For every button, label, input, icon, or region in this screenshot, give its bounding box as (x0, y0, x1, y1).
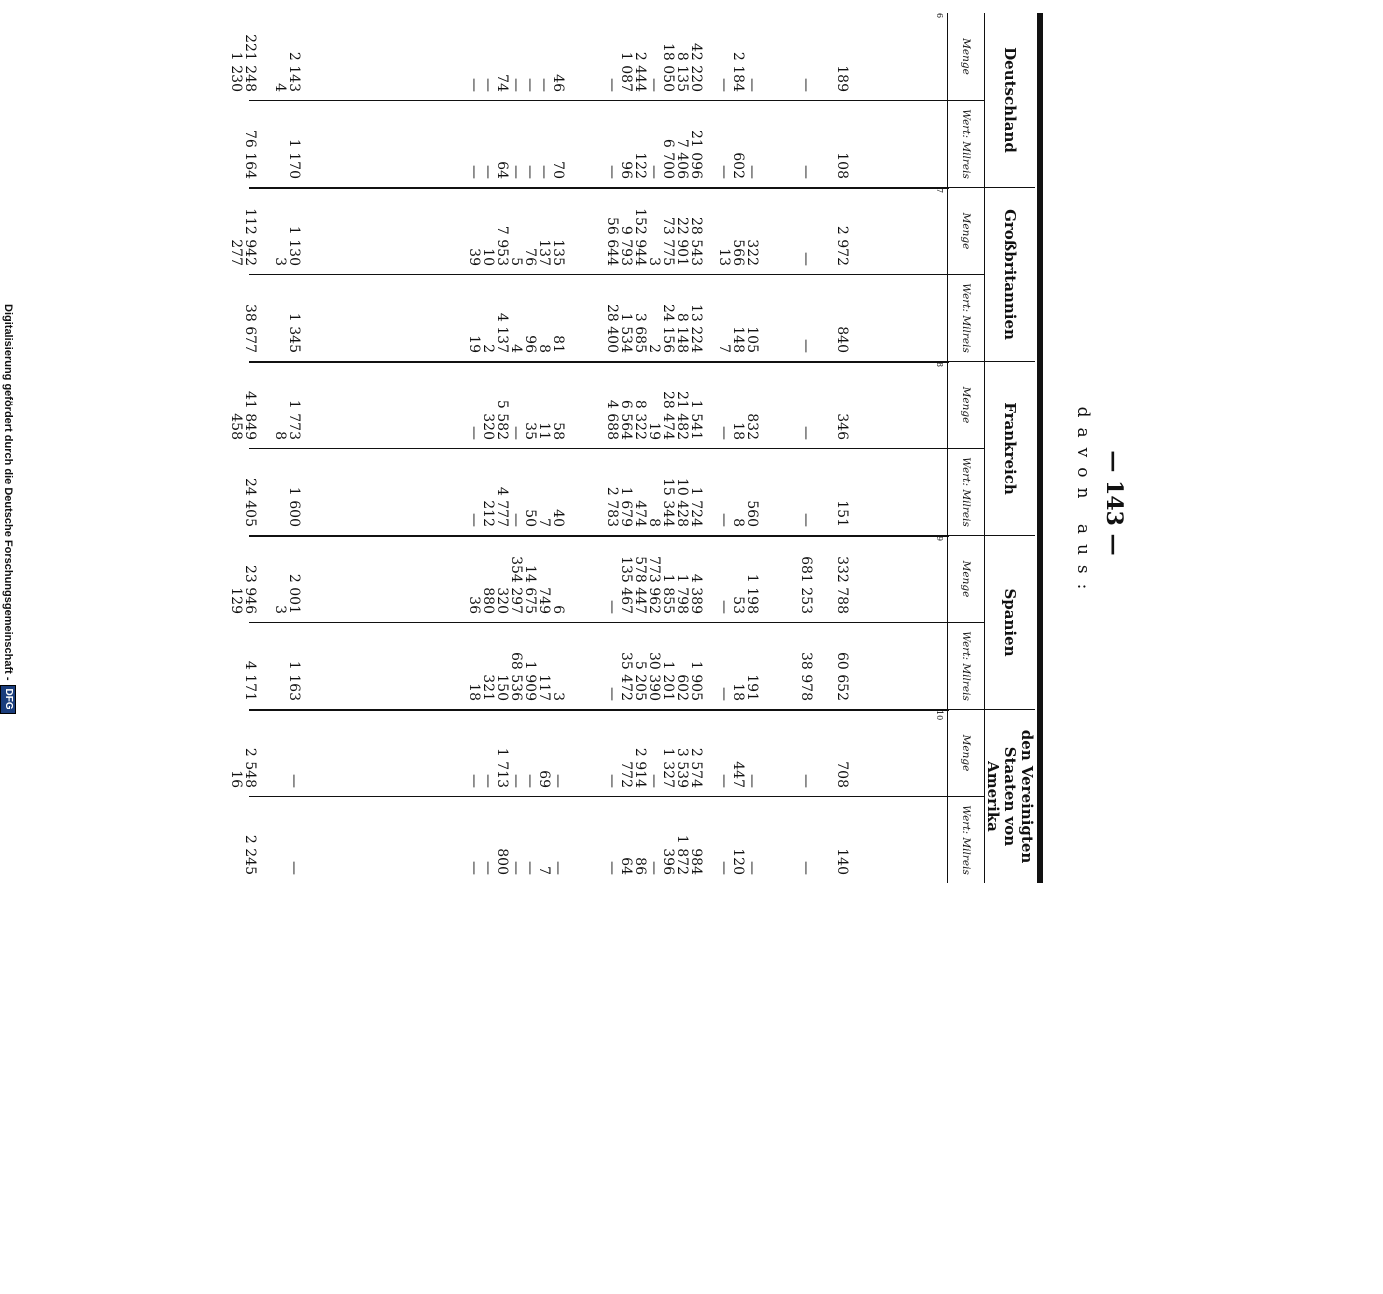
table-cell: 74 (494, 74, 510, 92)
table-cell: 354 297 (508, 556, 524, 614)
table-cell: — (508, 426, 524, 440)
table-row (661, 13, 675, 883)
table-cell: 8 (536, 344, 552, 353)
table-cell: 22 901 (674, 217, 690, 266)
digitization-text: Digitalisierung gefördert durch die Deutsche Forschungsgemeinschaft - (2, 304, 14, 681)
table-cell: 11 (536, 422, 552, 440)
table-cell: — (508, 78, 524, 92)
table-cell: 15 344 (660, 478, 676, 527)
table-cell: 4 (272, 83, 288, 92)
table-cell: — (550, 774, 566, 788)
table-cell: 1 724 (688, 486, 704, 527)
table-cell: — (798, 78, 814, 92)
table-cell (273, 709, 287, 796)
table-row (605, 13, 619, 883)
table-cell: — (286, 861, 302, 875)
table-cell (229, 796, 243, 883)
sub-header: Menge 6 (935, 13, 972, 75)
table-cell: 148 (730, 326, 746, 353)
table-cell (229, 622, 243, 709)
country-header: Deutschland (1001, 47, 1020, 153)
table-cell: — (466, 774, 482, 788)
table-cell: 38 978 (798, 652, 814, 701)
table-cell: 8 (646, 518, 662, 527)
table-cell: 8 (272, 431, 288, 440)
table-cell: 151 (834, 500, 850, 527)
table-cell: 36 (466, 596, 482, 614)
table-cell: 7 (536, 518, 552, 527)
table-cell: 1 541 (688, 399, 704, 440)
sub-header: Menge 8 (948, 361, 984, 448)
table-cell: 320 (494, 587, 510, 614)
table-row (467, 13, 481, 883)
davon-heading: davon aus: (1073, 406, 1093, 600)
table-cell: 2 783 (604, 486, 620, 527)
sub-header: Wert: Milreis (948, 622, 984, 709)
table-cell: 53 (730, 596, 746, 614)
table-cell: 152 944 (632, 208, 648, 266)
table-cell: — (716, 687, 732, 701)
table-cell: — (466, 861, 482, 875)
table-cell: — (744, 165, 760, 179)
table-cell: 1 600 (286, 486, 302, 527)
table-cell: — (646, 861, 662, 875)
table-cell: 81 (550, 335, 566, 353)
digitization-note (0, 304, 19, 1294)
table-cell: 50 (522, 509, 538, 527)
table-row (799, 13, 813, 883)
table-cell: — (798, 513, 814, 527)
rotated-page (228, 3, 1139, 1003)
table-cell: 189 (834, 65, 850, 92)
table-cell: 117 (536, 674, 552, 701)
top-rule (1037, 13, 1043, 883)
table-cell: 135 467 (618, 556, 634, 614)
table-cell: — (508, 861, 524, 875)
table-cell: 2 (646, 344, 662, 353)
table-cell: 3 (272, 605, 288, 614)
table-cell: 681 253 (798, 556, 814, 614)
table-cell: 1 327 (660, 747, 676, 788)
table-cell: 277 (228, 239, 244, 266)
table-cell: 108 (834, 152, 850, 179)
table-cell: — (646, 165, 662, 179)
table-cell: 4 688 (604, 399, 620, 440)
table-cell: 56 644 (604, 217, 620, 266)
table-cell: 560 (744, 500, 760, 527)
table-cell: 4 137 (494, 312, 510, 353)
table-cell: 2 001 (286, 573, 302, 614)
sub-header: Wert: Milreis (948, 100, 984, 187)
table-cell: — (798, 165, 814, 179)
country-header: den Vereinigten Staaten von Amerika (985, 709, 1035, 883)
table-cell: 86 (632, 857, 648, 875)
table-cell: — (536, 165, 552, 179)
table-cell: — (716, 165, 732, 179)
page-number: — 143 — (1101, 450, 1127, 556)
table-row (717, 13, 731, 883)
table-cell: 24 405 (242, 478, 258, 527)
table-cell: 73 775 (660, 217, 676, 266)
table-cell: — (744, 861, 760, 875)
table-cell: — (480, 861, 496, 875)
table-cell: 8 322 (632, 399, 648, 440)
table-cell: — (508, 165, 524, 179)
table-cell: 19 (646, 422, 662, 440)
table-cell: 96 (522, 335, 538, 353)
table-cell: — (798, 426, 814, 440)
table-cell: 28 543 (688, 217, 704, 266)
dfg-logo: DFG (0, 685, 16, 714)
sub-header: Menge 7 (948, 187, 984, 274)
table-cell: 6 (550, 605, 566, 614)
table-cell: 140 (834, 848, 850, 875)
table-cell: 10 (480, 248, 496, 266)
table-cell: 68 536 (508, 652, 524, 701)
table-cell: 447 (730, 761, 746, 788)
table-cell: — (716, 774, 732, 788)
table-cell: — (646, 774, 662, 788)
table-cell: — (522, 861, 538, 875)
table-cell: 772 (618, 761, 634, 788)
table-cell: 2 914 (632, 747, 648, 788)
country-header-row (985, 13, 1035, 883)
table-cell: — (508, 774, 524, 788)
table-cell: 21 482 (674, 391, 690, 440)
table-cell: 41 849 (242, 391, 258, 440)
table-cell: 135 (550, 239, 566, 266)
column-number: 9 (935, 536, 944, 542)
table-cell: 120 (730, 848, 746, 875)
table-cell: 21 096 (688, 130, 704, 179)
table-cell: 5 205 (632, 660, 648, 701)
table-cell: 7 953 (494, 225, 510, 266)
table-row (495, 13, 509, 883)
table-cell (229, 274, 243, 361)
table-cell (273, 100, 287, 187)
table-cell: — (716, 600, 732, 614)
table-cell: 1 163 (286, 660, 302, 701)
column-number: 10 (935, 710, 944, 721)
column-number: 6 (935, 13, 944, 19)
table-cell: 13 224 (688, 304, 704, 353)
table-cell: 23 946 (242, 565, 258, 614)
table-cell: 13 (716, 248, 732, 266)
table-cell: 1 170 (286, 138, 302, 179)
table-cell: 212 (480, 500, 496, 527)
table-cell: 6 700 (660, 138, 676, 179)
table-cell: 60 652 (834, 652, 850, 701)
table-cell: 58 (550, 422, 566, 440)
sub-header: Wert: Milreis (948, 274, 984, 361)
table-cell: 38 677 (242, 304, 258, 353)
table-cell: 16 (228, 770, 244, 788)
table-cell: 2 972 (834, 225, 850, 266)
table-cell: 35 472 (618, 652, 634, 701)
table-cell: 602 (674, 674, 690, 701)
table-cell: — (604, 165, 620, 179)
column-number: 7 (935, 188, 944, 194)
table-cell: 1 130 (286, 225, 302, 266)
table-cell: 332 788 (834, 556, 850, 614)
table-cell: — (286, 774, 302, 788)
table-cell: 1 201 (660, 660, 676, 701)
table-cell: 129 (228, 587, 244, 614)
table-cell: 1 855 (660, 573, 676, 614)
table-cell: — (716, 861, 732, 875)
table-cell: 346 (834, 413, 850, 440)
table-cell: 7 406 (674, 138, 690, 179)
table-row (551, 13, 565, 883)
table-cell: 3 (550, 692, 566, 701)
table-cell: — (798, 774, 814, 788)
table-cell: — (466, 165, 482, 179)
table-cell: 1 773 (286, 399, 302, 440)
table-cell: — (480, 78, 496, 92)
table-cell: 880 (480, 587, 496, 614)
table-cell: 2 (480, 344, 496, 353)
table-cell: 800 (494, 848, 510, 875)
table-cell: — (798, 252, 814, 266)
table-cell: 3 539 (674, 747, 690, 788)
table-cell: — (522, 78, 538, 92)
table-cell: 96 (618, 161, 634, 179)
table-cell: 566 (730, 239, 746, 266)
table-cell: 28 474 (660, 391, 676, 440)
table-cell: — (716, 78, 732, 92)
table-cell: 1 909 (522, 660, 538, 701)
table-row (647, 13, 661, 883)
table-cell (229, 448, 243, 535)
table-cell: — (466, 513, 482, 527)
table-cell: 122 (632, 152, 648, 179)
table-cell: 64 (618, 857, 634, 875)
table-cell: 112 942 (242, 208, 258, 266)
table-cell: — (798, 861, 814, 875)
table-row (745, 13, 759, 883)
table-cell: 28 400 (604, 304, 620, 353)
table-cell: 4 777 (494, 486, 510, 527)
table-cell: 458 (228, 413, 244, 440)
table-cell: 24 156 (660, 304, 676, 353)
table-cell: 749 (536, 587, 552, 614)
table-cell: — (466, 78, 482, 92)
table-cell: 4 171 (242, 660, 258, 701)
table-cell: 984 (688, 848, 704, 875)
table-cell: 8 148 (674, 312, 690, 353)
table-cell: 19 (466, 335, 482, 353)
table-cell: 3 685 (632, 312, 648, 353)
table-cell: — (522, 165, 538, 179)
table-cell (273, 448, 287, 535)
table-cell: 8 (730, 518, 746, 527)
table-cell: 474 (632, 500, 648, 527)
table-cell: 2 184 (730, 51, 746, 92)
table-cell: 1 198 (744, 573, 760, 614)
table-row (731, 13, 745, 883)
table-cell: 1 905 (688, 660, 704, 701)
table-cell: — (716, 513, 732, 527)
table-cell: 1 713 (494, 747, 510, 788)
table-cell: 18 (466, 683, 482, 701)
table-cell: 1 798 (674, 573, 690, 614)
table-cell: — (604, 687, 620, 701)
country-header: Großbritannien (985, 187, 1035, 361)
table-row (689, 13, 703, 883)
table-cell: — (604, 774, 620, 788)
table-cell: 4 389 (688, 573, 704, 614)
table-cell (229, 100, 243, 187)
table-row (509, 13, 523, 883)
table-row (273, 13, 287, 883)
country-header: Spanien (985, 535, 1035, 709)
table-cell: 602 (730, 152, 746, 179)
table-cell: — (480, 165, 496, 179)
table-cell: 578 447 (632, 556, 648, 614)
table-cell: 3 (646, 257, 662, 266)
table-cell: 30 390 (646, 652, 662, 701)
table-cell: 137 (536, 239, 552, 266)
column-number: 8 (935, 362, 944, 368)
table-cell: — (536, 78, 552, 92)
sub-header-row (935, 13, 985, 883)
table-row (835, 13, 849, 883)
table-row (243, 13, 257, 883)
table-cell: 1 345 (286, 312, 302, 353)
table-cell: 10 428 (674, 478, 690, 527)
table-row (287, 13, 301, 883)
table-cell: 18 050 (660, 43, 676, 92)
table-cell: 8 135 (674, 51, 690, 92)
table-cell: — (744, 78, 760, 92)
table-cell: — (466, 426, 482, 440)
table-cell: 2 444 (632, 51, 648, 92)
table-cell: — (646, 78, 662, 92)
table-cell: 1 679 (618, 486, 634, 527)
table-cell: 5 (508, 257, 524, 266)
table-cell: 320 (480, 413, 496, 440)
table-cell (273, 796, 287, 883)
table-row (229, 13, 243, 883)
table-cell: 42 220 (688, 43, 704, 92)
table-cell: 2 548 (242, 747, 258, 788)
sub-header: Wert: Milreis (948, 448, 984, 535)
table-cell: 3 (272, 257, 288, 266)
table-cell: 64 (494, 161, 510, 179)
table-cell: 2 143 (286, 51, 302, 92)
table-cell: — (480, 774, 496, 788)
table-cell: 321 (480, 674, 496, 701)
table-cell: 4 (508, 344, 524, 353)
sub-header: Menge 9 (948, 535, 984, 622)
table-cell: 1 087 (618, 51, 634, 92)
table-cell: 18 (730, 683, 746, 701)
table-cell: 150 (494, 674, 510, 701)
table-cell: 5 582 (494, 399, 510, 440)
table-row (675, 13, 689, 883)
table-cell: — (522, 774, 538, 788)
table-cell: 76 164 (242, 130, 258, 179)
table-cell: 840 (834, 326, 850, 353)
table-cell: — (604, 78, 620, 92)
table-cell: 76 (522, 248, 538, 266)
table-cell (273, 274, 287, 361)
table-cell: 1 230 (228, 51, 244, 92)
table-cell: 396 (660, 848, 676, 875)
table-cell: 322 (744, 239, 760, 266)
table-cell: 14 675 (522, 565, 538, 614)
table-cell: 46 (550, 74, 566, 92)
table-cell: 9 793 (618, 225, 634, 266)
table-cell: — (508, 513, 524, 527)
table-cell (273, 622, 287, 709)
table-cell: — (798, 339, 814, 353)
table-row (523, 13, 537, 883)
table-cell: 221 248 (242, 34, 258, 92)
table-row (619, 13, 633, 883)
table-cell: 1 534 (618, 312, 634, 353)
table-cell: 1 872 (674, 834, 690, 875)
table-cell: 2 574 (688, 747, 704, 788)
table-cell: — (744, 774, 760, 788)
table-cell: — (604, 861, 620, 875)
table-cell: 105 (744, 326, 760, 353)
table-cell: 2 245 (242, 834, 258, 875)
table-row (633, 13, 647, 883)
table-cell: 35 (522, 422, 538, 440)
table-row (481, 13, 495, 883)
sub-header: Wert: Milreis (948, 796, 984, 883)
table-cell: — (604, 600, 620, 614)
table-cell: 773 962 (646, 556, 662, 614)
table-cell: 70 (550, 161, 566, 179)
table-cell: 40 (550, 509, 566, 527)
sub-header: Menge 10 (948, 709, 984, 796)
table-cell: 832 (744, 413, 760, 440)
table-cell: 69 (536, 770, 552, 788)
table-cell: 191 (744, 674, 760, 701)
table-cell: 7 (716, 344, 732, 353)
table-cell: 18 (730, 422, 746, 440)
table-cell: 6 564 (618, 399, 634, 440)
table-cell: 7 (536, 866, 552, 875)
table-cell: — (716, 426, 732, 440)
table-cell: — (550, 861, 566, 875)
table-cell: 39 (466, 248, 482, 266)
table-row (537, 13, 551, 883)
country-header: Frankreich (985, 361, 1035, 535)
table-body (228, 13, 949, 883)
table-cell: 708 (834, 761, 850, 788)
